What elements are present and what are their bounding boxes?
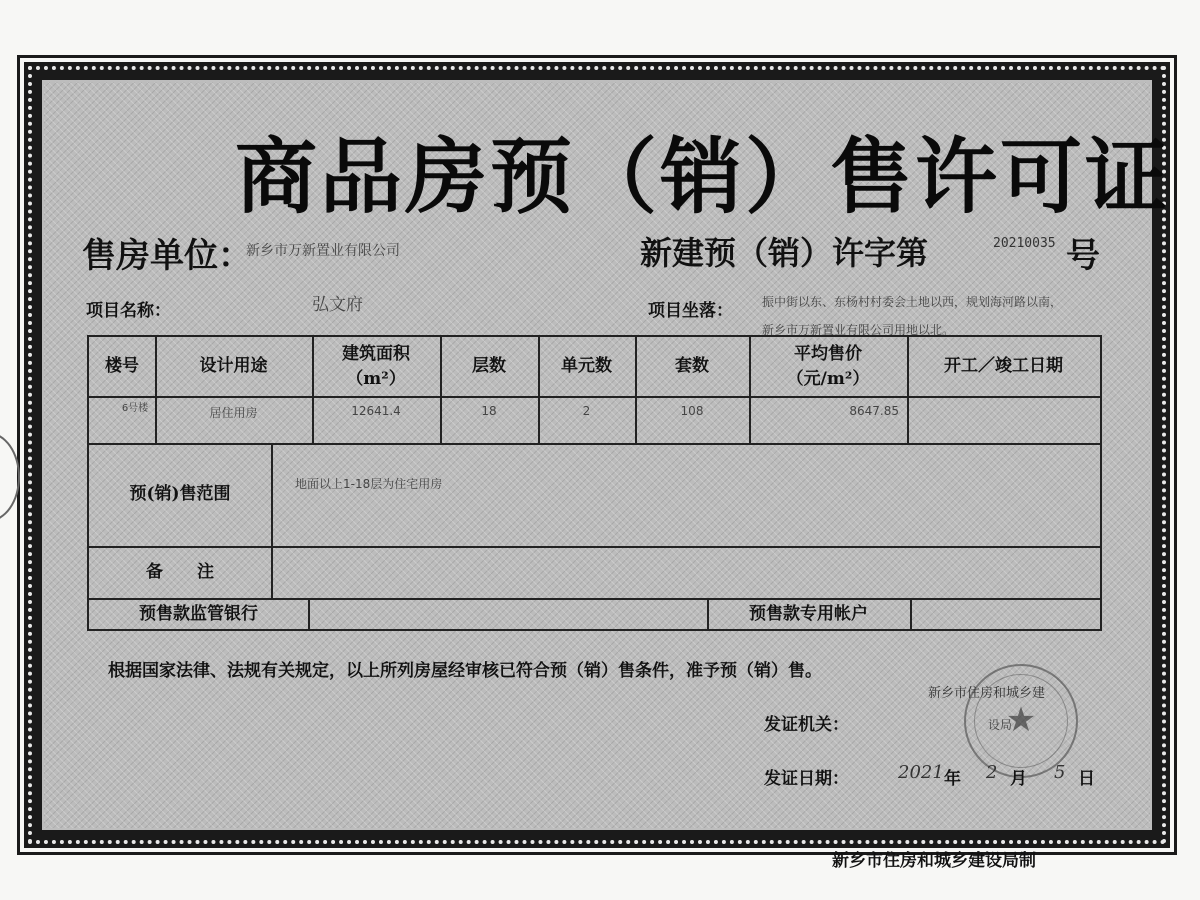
seller-label: 售房单位： [82, 236, 252, 276]
project-name-label: 项目名称： [86, 301, 171, 321]
issue-date-day-value: 5 [1054, 762, 1066, 783]
table-rule [271, 443, 273, 598]
cell-price: 8647.85 [849, 404, 899, 418]
cell-area: 12641.4 [351, 404, 401, 418]
cell-suites: 108 [680, 404, 704, 418]
header-area-line2: （m²） [346, 368, 406, 389]
side-stamp [0, 432, 20, 522]
issuing-authority-footer: 新乡市住房和城乡建设局制 [832, 851, 1036, 871]
cell-units: 2 [582, 404, 591, 418]
table-rule [910, 598, 912, 631]
issue-date-month [986, 762, 997, 783]
header-area [312, 337, 440, 396]
header-dates: 开工／竣工日期 [944, 356, 1063, 376]
account-label: 预售款专用帐户 [749, 604, 868, 624]
header-suites: 套数 [675, 356, 709, 376]
table-rule [308, 598, 310, 631]
header-building: 楼号 [105, 356, 139, 376]
scope-value: 地面以上1-18层为住宅用房 [295, 477, 443, 491]
remarks-label: 备 注 [146, 561, 214, 582]
issuer-label: 发证机关： [764, 715, 849, 735]
issue-date-month-unit: 月 [1010, 769, 1027, 789]
table-rule [89, 396, 1100, 398]
bank-label: 预售款监管银行 [139, 604, 258, 624]
header-usage: 设计用途 [199, 356, 268, 376]
seal-mark: 设局 [988, 718, 1013, 732]
project-location-label: 项目坐落： [648, 301, 733, 321]
issue-date-year-value: 2021 [898, 762, 944, 783]
seller-value: 新乡市万新置业有限公司 [246, 243, 400, 259]
header-price-line2: （元/m²） [786, 368, 870, 389]
cell-building: 6号楼 [121, 403, 149, 414]
issue-date-month-value: 2 [986, 762, 998, 783]
project-location-value: 振中街以东、东杨村村委会土地以西，规划海河路以南，新乡市万新置业有限公司用地以北。 [762, 295, 1063, 337]
issue-date-day-unit: 日 [1078, 769, 1095, 789]
permit-number: 20210035 [993, 236, 1056, 251]
permit-label: 新建预（销）许字第 [640, 234, 929, 272]
header-price [749, 337, 907, 396]
scope-label: 预(销)售范围 [129, 484, 231, 504]
header-units: 单元数 [561, 356, 612, 376]
issue-date-day [1054, 762, 1065, 783]
header-area-line1: 建筑面积 [342, 343, 410, 364]
header-price-line1: 平均售价 [794, 343, 862, 364]
star-icon: ★ [1005, 700, 1037, 740]
certificate-title: 商品房预（销）售许可证 [235, 129, 1171, 225]
project-name-value: 弘文府 [312, 295, 363, 315]
issue-date-label: 发证日期： [764, 769, 849, 789]
seal-text: 新乡市住房和城乡建 [928, 686, 1046, 701]
cell-usage: 居住用房 [209, 406, 258, 420]
permit-suffix: 号 [1066, 236, 1100, 276]
issue-date-year [898, 762, 944, 783]
issue-date-year-unit: 年 [944, 769, 961, 789]
permit-table [87, 335, 1102, 631]
header-floors: 层数 [472, 356, 506, 376]
approval-statement: 根据国家法律、法规有关规定，以上所列房屋经审核已符合预（销）售条件，准予预（销）售。 [108, 661, 822, 681]
cell-floors: 18 [481, 404, 497, 418]
